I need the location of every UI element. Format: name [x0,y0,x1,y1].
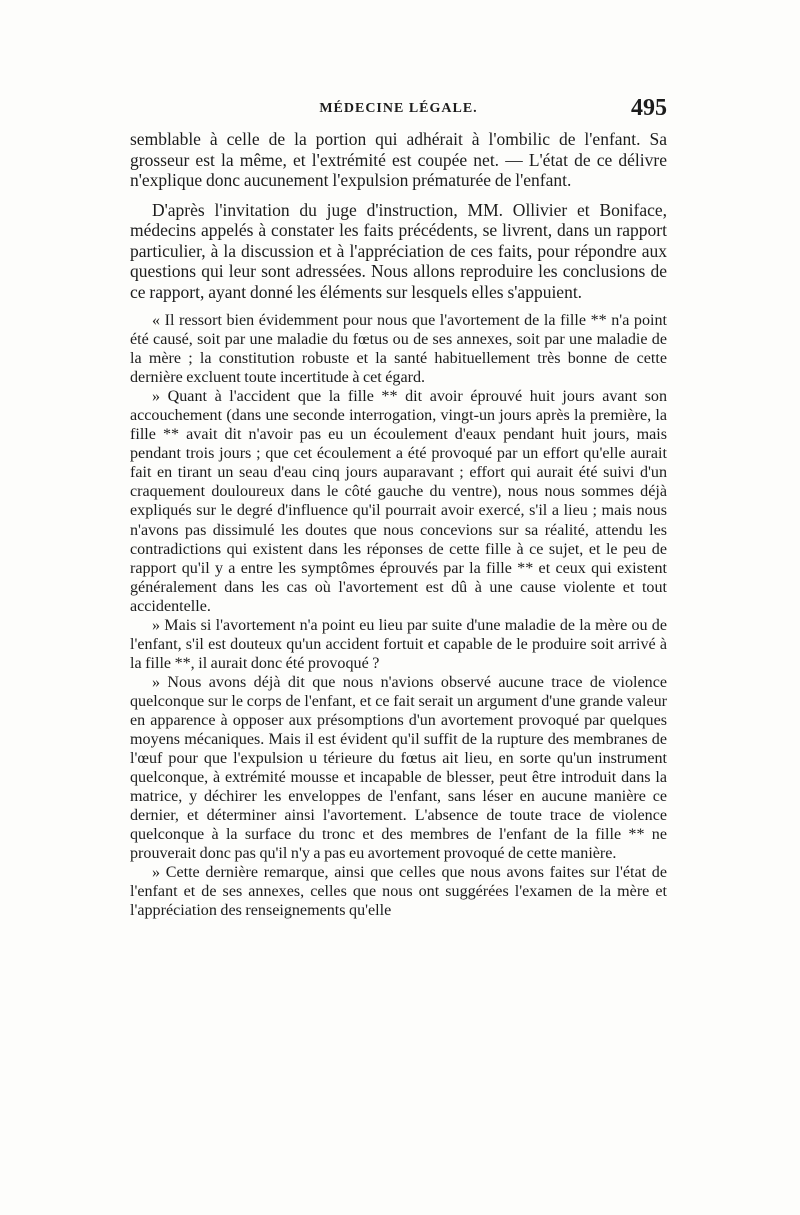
paragraph-continuation: semblable à celle de la portion qui adhérait à l'ombilic de l'enfant. Sa grosseur est la même, et l'extrémité est coupée net. — L'état de ce délivre n'explique donc aucunement l'expulsion prématurée de l'enfant. [130,129,667,190]
body-text [130,129,667,921]
running-head: MÉDECINE LÉGALE. [319,101,478,116]
quote-paragraph-violence: » Nous avons déjà dit que nous n'avions observé aucune trace de violence quelconque sur le corps de l'enfant, et ce fait serait un argument d'une grande valeur en apparence à opposer aux présomptions d'un avortement provoqué par quelques moyens mécaniques. Mais il est évident qu'il suffit de la rupture des membranes de l'œuf pour que l'expulsion u térieure du fœtus ait lieu, en sorte qu'un instrument quelconque, à extrémité mousse et incapable de blesser, peut être introduit dans la matrice, y déchirer les enveloppes de l'enfant, sans léser en aucune manière ce dernier, et déterminer ainsi l'avortement. L'absence de toute trace de violence quelconque à la surface du tronc et des membres de l'enfant de la fille ** ne prouverait donc pas qu'il n'y a pas eu avortement provoqué de cette manière. [130,673,667,863]
quote-paragraph-provoked: » Mais si l'avortement n'a point eu lieu par suite d'une maladie de la mère ou de l'enfant, s'il est douteux qu'un accident fortuit et capable de le produire soit arrivé à la fille **, il aurait donc été provoqué ? [130,616,667,672]
page-number: 495 [631,95,667,121]
quote-paragraph-conclusion: « Il ressort bien évidemment pour nous que l'avortement de la fille ** n'a point été causé, soit par une maladie du fœtus ou de ses annexes, soit par une maladie de la mère ; la constitution robuste et la santé habituellement très bonne de cette dernière excluent toute incertitude à cet égard. [130,312,667,387]
paragraph-report-intro: D'après l'invitation du juge d'instruction, MM. Ollivier et Boniface, médecins appelés à constater les faits précédents, se livrent, dans un rapport particulier, à la discussion et à l'appréciation de ces faits, pour répondre aux questions qui leur sont adressées. Nous allons reproduire les conclusions de ce rapport, ayant donné les éléments sur lesquels elles s'appuient. [130,199,667,302]
quote-paragraph-accident: » Quant à l'accident que la fille ** dit avoir éprouvé huit jours avant son accouchement (dans une seconde interrogation, vingt-un jours après la première, la fille ** avait dit n'avoir pas eu un écoulement d'eaux pendant huit jours, mais pendant trois jours ; que cet écoulement a été provoqué par un effort qu'elle aurait fait en tirant un seau d'eau cinq jours auparavant ; effort qui aurait été suivi d'un craquement douloureux dans le côté gauche du ventre), nous nous sommes déjà expliqués sur le degré d'influence qu'il pourrait avoir exercé, s'il a lieu ; mais nous n'avons pas dissimulé les doutes que nous concevions sur sa réalité, attendu les contradictions qui existent dans les réponses de cette fille à ce sujet, et le peu de rapport qu'il y a entre les symptômes éprouvés par la fille ** et ceux qui existent généralement dans les cas où l'avortement est dû à une cause violente et tout accidentelle. [130,388,667,615]
page-header [130,97,667,127]
quote-paragraph-remark: » Cette dernière remarque, ainsi que celles que nous avons faites sur l'état de l'enfant et de ses annexes, celles que nous ont suggérées l'examen de la mère et l'appréciation des renseignements qu'elle [130,864,667,920]
